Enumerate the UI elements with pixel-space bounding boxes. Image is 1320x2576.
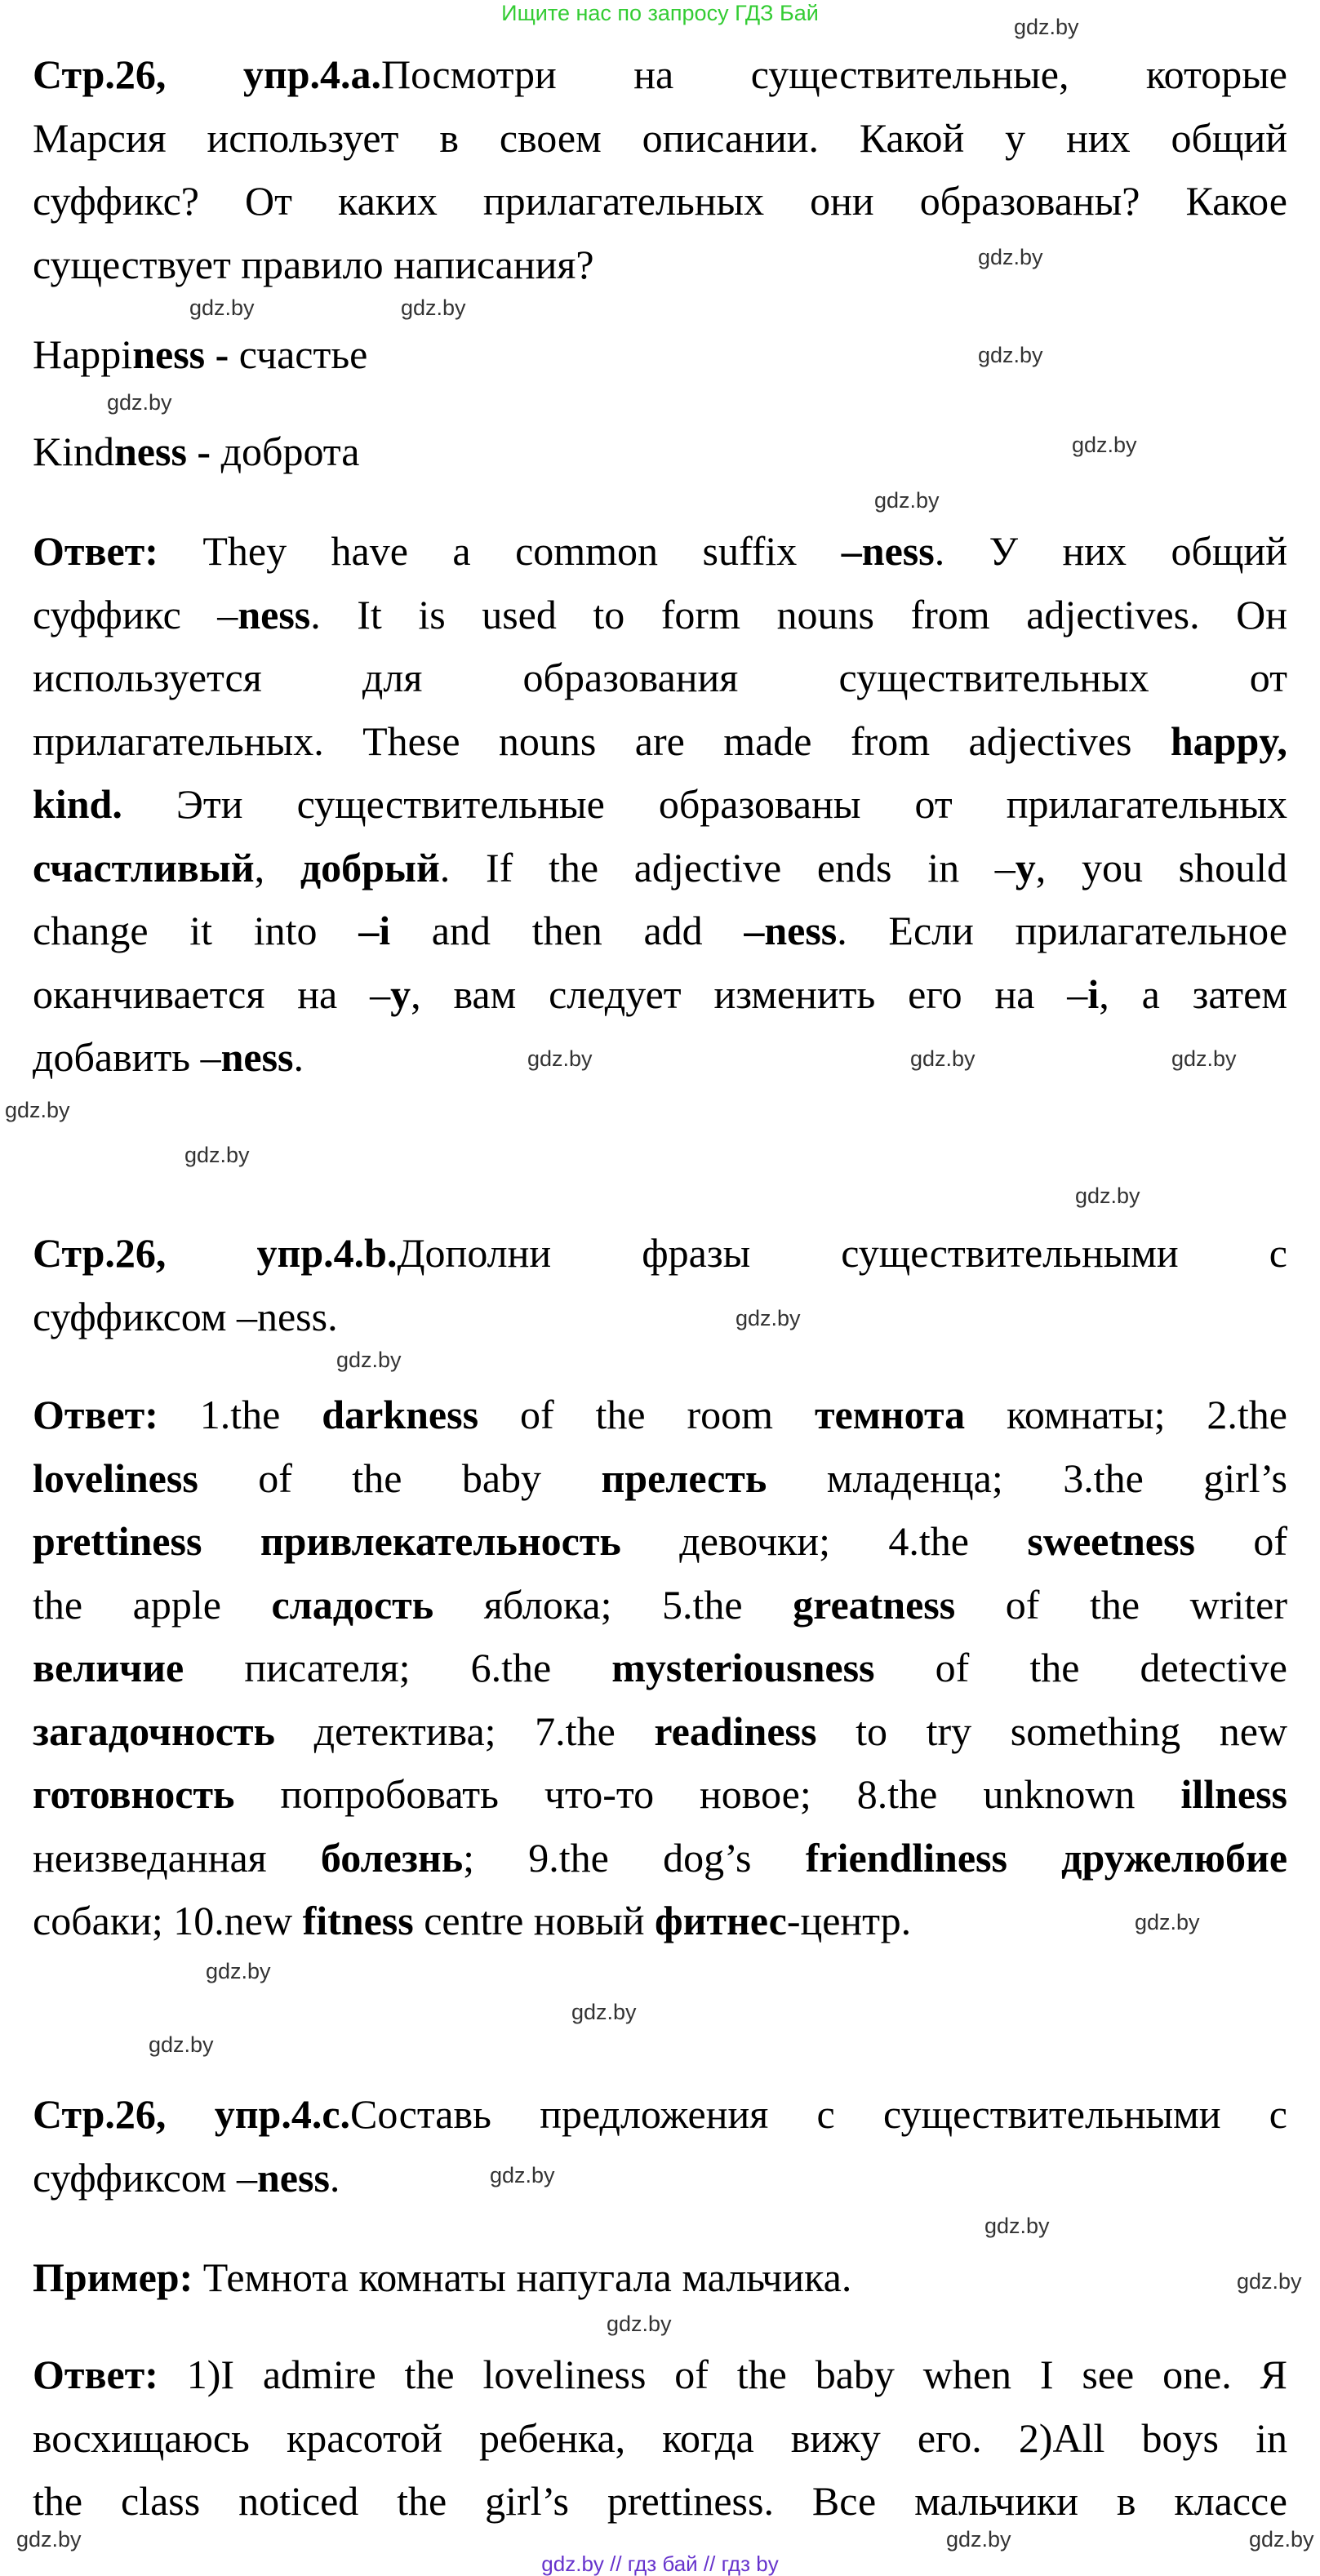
text-run: Эти существительные образованы от прилагательных [122, 781, 1287, 827]
bold-text: –ness [744, 908, 838, 953]
bold-text: sweetness [1027, 1518, 1195, 1564]
bold-text: prettiness привлекательность [33, 1518, 621, 1564]
text-run: Happi [33, 331, 133, 377]
text-run: 1.the [158, 1392, 322, 1437]
answer-4a [33, 520, 1287, 1090]
watermark: gdz.by [336, 1348, 402, 1372]
text-line [33, 233, 1287, 297]
watermark: gdz.by [571, 2000, 637, 2024]
text-line [33, 2343, 1287, 2407]
text-run: суффикс – [33, 591, 238, 637]
watermark: gdz.by [1075, 1184, 1140, 1208]
text-line [33, 899, 1287, 963]
exercise-4a-title [33, 43, 1287, 296]
text-run: Kind [33, 429, 114, 474]
watermark: gdz.by [5, 1098, 70, 1122]
text-run: девочки; 4.the [620, 1518, 1028, 1564]
text-line [33, 1637, 1287, 1700]
bold-text: i [1087, 970, 1100, 1017]
bold-text: ness - [132, 331, 229, 377]
text-run: счастье [229, 331, 368, 377]
text-line [33, 2470, 1287, 2534]
text-run: оканчивается на – [33, 970, 391, 1017]
text-run: of the baby [198, 1455, 602, 1501]
text-run: . It is used to form nouns from adjectives. Он [310, 591, 1287, 637]
text-run: суффиксом –ness. [33, 1293, 338, 1339]
text-run: and then add [390, 908, 744, 953]
text-line [33, 837, 1287, 900]
watermark: gdz.by [984, 2214, 1050, 2238]
text-line [33, 1026, 1287, 1090]
bold-text: счастливый [33, 844, 255, 890]
text-line [33, 323, 1287, 387]
text-run: суффиксом – [33, 2154, 257, 2201]
text-line [33, 1447, 1287, 1511]
watermark: gdz.by [16, 2527, 82, 2552]
text-line [33, 1827, 1287, 1890]
bold-text: happy, [1170, 717, 1287, 764]
watermark: gdz.by [910, 1046, 976, 1071]
bold-text: Стр.26, упр.4.а. [33, 51, 382, 97]
text-run: Марсия использует в своем описании. Какой у них общий [33, 114, 1287, 161]
bold-text: ness [220, 1034, 294, 1080]
bold-text: y [1015, 844, 1036, 890]
text-run: Составь предложения с существительными с [350, 2091, 1287, 2137]
watermark: gdz.by [874, 488, 940, 513]
bold-text: ness [238, 591, 311, 637]
watermark: gdz.by [1072, 433, 1137, 457]
text-run: младенца; 3.the girl’s [767, 1455, 1287, 1501]
text-line [33, 2246, 1287, 2310]
text-line [33, 1763, 1287, 1827]
text-line [33, 1383, 1287, 1447]
text-line [33, 1700, 1287, 1764]
watermark: gdz.by [946, 2527, 1011, 2552]
bold-text: Ответ: [33, 528, 158, 574]
watermark: gdz.by [107, 390, 172, 415]
text-run: , а затем [1099, 970, 1287, 1017]
bold-text: kind. [33, 781, 122, 827]
text-run: собаки; 10.new [33, 1898, 303, 1943]
text-line [33, 1222, 1287, 1286]
text-run: the class noticed the girl’s prettiness. Все мальчики в классе [33, 2478, 1287, 2524]
bold-text: readiness [654, 1708, 817, 1754]
bold-text: сладость [271, 1581, 434, 1628]
bold-text: –ness [841, 528, 935, 574]
answer-4b [33, 1383, 1287, 1953]
watermark: gdz.by [149, 2032, 214, 2057]
watermark: gdz.by [189, 295, 255, 320]
answer-4c [33, 2343, 1287, 2534]
bold-text: ness - [114, 429, 211, 474]
text-line [33, 2083, 1287, 2147]
text-run: centre новый [413, 1898, 656, 1943]
bold-text: готовность [33, 1771, 235, 1817]
text-run: of the detective [874, 1645, 1287, 1690]
exercise-4c-title [33, 2083, 1287, 2210]
text-run: существует правило написания? [33, 241, 594, 287]
watermark: gdz.by [1171, 1046, 1237, 1071]
bold-text: loveliness [33, 1455, 198, 1501]
text-run: суффикс? От каких прилагательных они образованы? Какое [33, 178, 1287, 224]
bold-text: greatness [793, 1581, 956, 1628]
text-line [33, 773, 1287, 837]
text-run: используется для образования существительных от [33, 655, 1287, 700]
bold-text: ness [256, 2154, 330, 2201]
watermark: gdz.by [978, 245, 1043, 269]
text-run: неизведанная [33, 1834, 321, 1881]
text-run: of [1194, 1518, 1287, 1564]
bold-text: добрый [300, 844, 440, 890]
watermark: gdz.by [1237, 2269, 1302, 2294]
text-run: They have a common suffix [158, 528, 842, 574]
bold-text: Ответ: [33, 1392, 158, 1437]
text-run: попробовать что-то новое; 8.the unknown [234, 1771, 1181, 1817]
bold-text: темнота [815, 1392, 966, 1437]
watermark: gdz.by [1249, 2527, 1314, 2552]
text-line [33, 2147, 1287, 2210]
bold-text: прелесть [601, 1455, 767, 1501]
text-run: доброта [211, 429, 360, 474]
bold-text: illness [1180, 1771, 1287, 1817]
text-line [33, 2407, 1287, 2471]
bold-text: фитнес [655, 1898, 787, 1943]
bold-text: Пример: [33, 2254, 193, 2300]
watermark: gdz.by [401, 295, 466, 320]
watermark: gdz.by [527, 1046, 593, 1071]
bold-text: Стр.26, упр.4.c. [33, 2091, 351, 2137]
watermark: gdz.by [490, 2163, 555, 2187]
bold-text: Ответ: [33, 2352, 158, 2397]
text-run: , [254, 844, 300, 890]
text-line [33, 646, 1287, 710]
bold-text: –i [358, 908, 391, 953]
text-run: . [329, 2154, 340, 2201]
text-run: писателя; 6.the [184, 1645, 612, 1690]
text-run: to try something new [816, 1708, 1287, 1754]
text-run: Посмотри на существительные, которые [381, 51, 1288, 97]
text-run: the apple [33, 1581, 272, 1628]
text-line [33, 1574, 1287, 1637]
watermark: gdz.by [736, 1306, 801, 1330]
text-run: , вам следует изменить его на – [411, 970, 1088, 1017]
text-run: of the room [478, 1392, 815, 1437]
search-banner-link[interactable]: Ищите нас по запросу ГДЗ Бай [501, 1, 819, 25]
watermark: gdz.by [607, 2312, 672, 2336]
bold-text: болезнь [320, 1834, 464, 1881]
bold-text: fitness [302, 1898, 414, 1943]
text-line [33, 170, 1287, 233]
text-line [33, 1286, 1287, 1349]
text-run: change it into [33, 908, 359, 953]
example-4c [33, 2246, 1287, 2310]
footer-links[interactable]: gdz.by // гдз бай // гдз by [541, 2552, 779, 2576]
text-line [33, 43, 1287, 107]
text-line [33, 584, 1287, 647]
text-run: . [293, 1034, 304, 1080]
text-run: прилагательных. These nouns are made from adjectives [33, 717, 1171, 764]
watermark: gdz.by [978, 343, 1043, 367]
bold-text: величие [33, 1645, 184, 1690]
exercise-4b-title [33, 1222, 1287, 1348]
text-line [33, 710, 1287, 774]
bold-text: friendliness дружелюбие [805, 1834, 1288, 1881]
text-run: добавить – [33, 1034, 221, 1080]
text-run: яблока; 5.the [433, 1581, 793, 1628]
bold-text: Стр.26, упр.4.b. [33, 1230, 398, 1276]
text-run: Темнота комнаты напугала мальчика. [193, 2254, 852, 2300]
watermark: gdz.by [1135, 1910, 1200, 1934]
bold-text: y [390, 970, 411, 1017]
text-run: , you should [1035, 844, 1288, 890]
bold-text: darkness [322, 1392, 479, 1437]
text-run: . У них общий [934, 528, 1287, 574]
text-run: восхищаюсь красотой ребенка, когда вижу его. 2)All boys in [33, 2414, 1287, 2461]
text-run: . If the adjective ends in – [439, 844, 1016, 890]
watermark: gdz.by [184, 1143, 250, 1167]
text-run: of the writer [955, 1581, 1287, 1628]
text-run: -центр. [786, 1898, 912, 1943]
text-run: . Если прилагательное [837, 908, 1287, 953]
text-line [33, 1890, 1287, 1953]
text-line [33, 107, 1287, 171]
text-run: Дополни фразы существительными с [397, 1230, 1287, 1276]
text-line [33, 520, 1287, 584]
text-line [33, 963, 1287, 1027]
text-run: 1)I admire the loveliness of the baby when I see one. Я [158, 2352, 1287, 2397]
watermark: gdz.by [206, 1959, 271, 1983]
text-run: комнаты; 2.the [965, 1392, 1287, 1437]
text-run: ; 9.the dog’s [463, 1834, 806, 1881]
watermark: gdz.by [1014, 15, 1079, 39]
example-happiness [33, 323, 1287, 387]
bold-text: загадочность [33, 1708, 275, 1754]
bold-text: mysteriousness [611, 1645, 875, 1690]
text-line [33, 1510, 1287, 1574]
text-run: детектива; 7.the [275, 1708, 655, 1754]
